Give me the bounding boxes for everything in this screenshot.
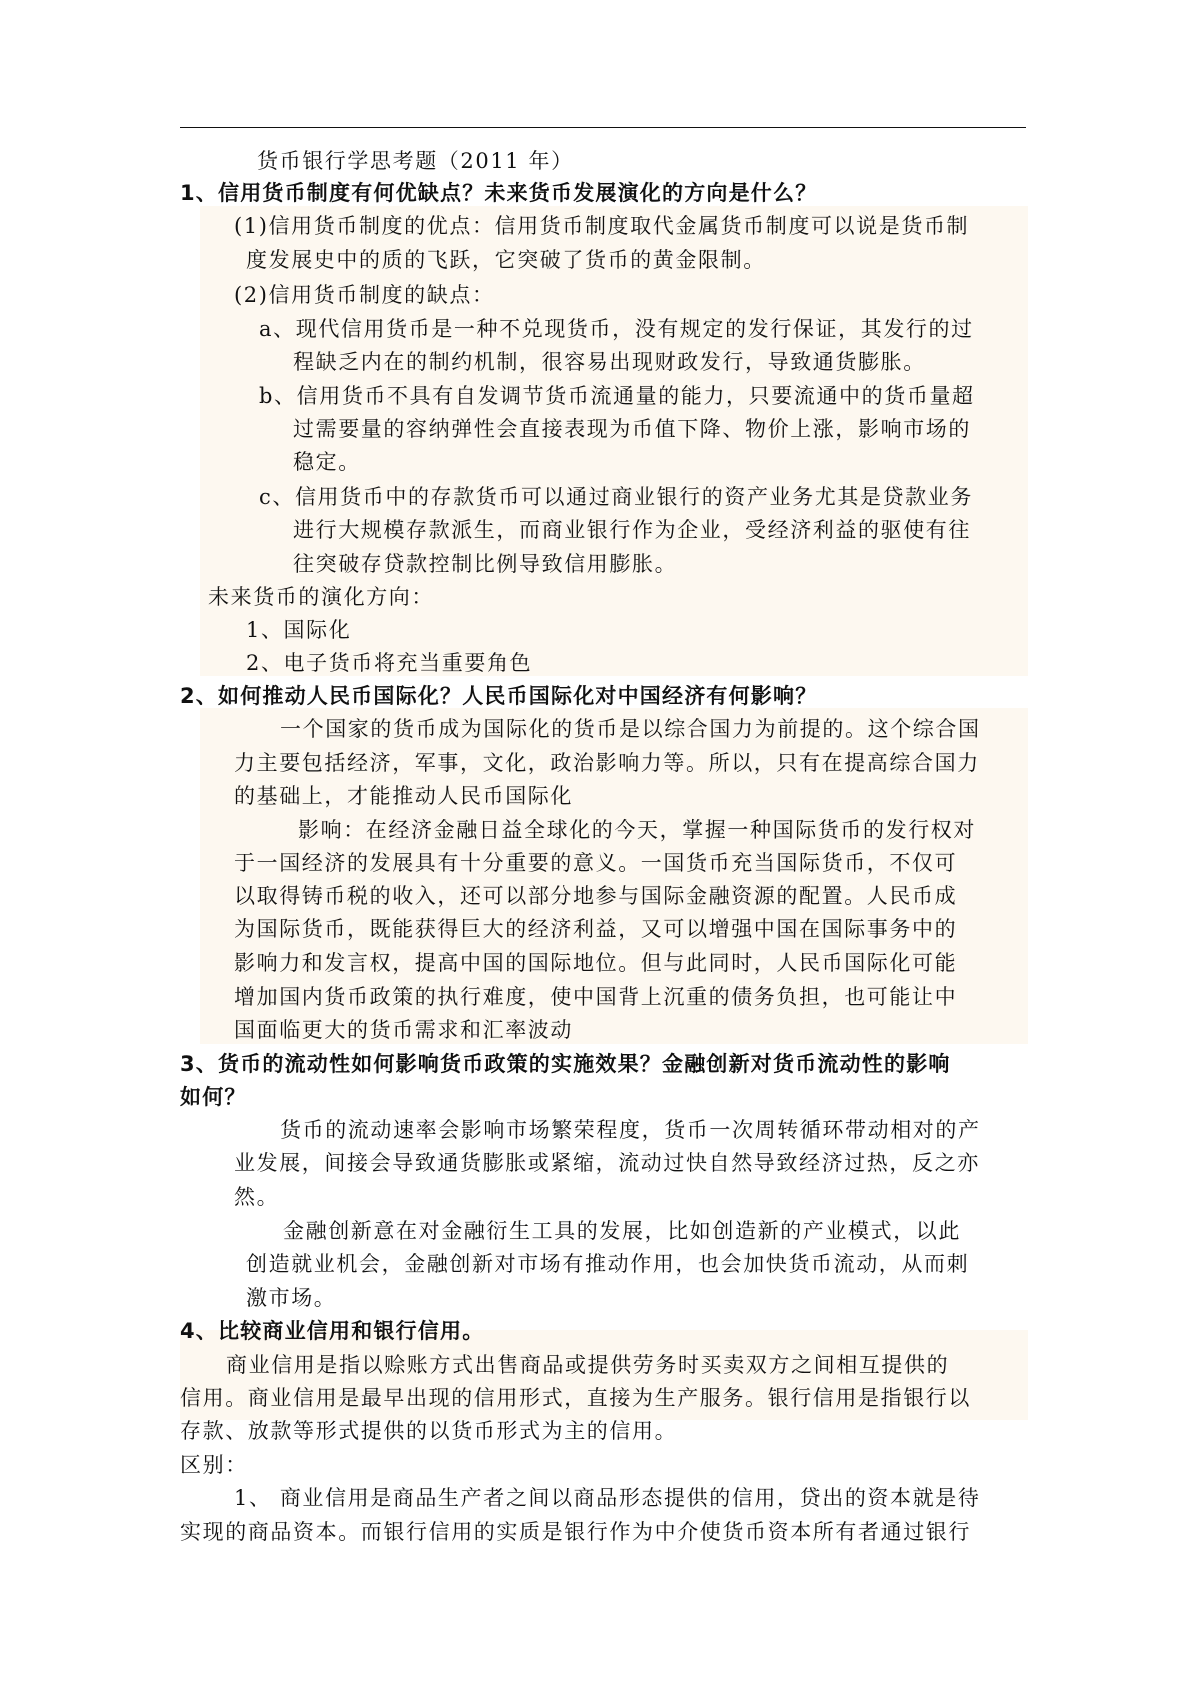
q3-heading-line2: 如何？ — [180, 1085, 247, 1109]
q1-a-line1: a、现代信用货币是一种不兑现货币，没有规定的发行保证，其发行的过 — [259, 317, 974, 341]
q2-p1-line3: 的基础上，才能推动人民币国际化 — [234, 784, 573, 808]
q3-p1-line3: 然。 — [234, 1185, 280, 1209]
q3-p1-line2: 业发展，间接会导致通货膨胀或紧缩，流动过快自然导致经济过热，反之亦 — [234, 1151, 980, 1175]
q1-heading: 1、信用货币制度有何优缺点？未来货币发展演化的方向是什么？ — [180, 181, 818, 205]
q1-dis-heading: (2)信用货币制度的缺点： — [234, 283, 495, 307]
q3-p2-line1: 金融创新意在对金融衍生工具的发展，比如创造新的产业模式，以此 — [283, 1219, 961, 1243]
q2-p2-line5: 影响力和发言权，提高中国的国际地位。但与此同时，人民币国际化可能 — [234, 951, 958, 975]
q3-p2-line2: 创造就业机会，金融创新对市场有推动作用，也会加快货币流动，从而刺 — [246, 1252, 970, 1276]
q4-d1-line1: 1、 商业信用是商品生产者之间以商品形态提供的信用，贷出的资本就是待 — [234, 1486, 981, 1510]
q1-adv-line2: 度发展史中的质的飞跃，它突破了货币的黄金限制。 — [246, 248, 766, 272]
q4-p1-line1: 商业信用是指以赊账方式出售商品或提供劳务时买卖双方之间相互提供的 — [226, 1353, 950, 1377]
q2-p2-line1: 影响：在经济金融日益全球化的今天，掌握一种国际货币的发行权对 — [298, 818, 976, 842]
q1-b-line3: 稳定。 — [293, 450, 361, 474]
q2-p1-line1: 一个国家的货币成为国际化的货币是以综合国力为前提的。这个综合国 — [280, 717, 981, 741]
q2-p1-line2: 力主要包括经济，军事，文化，政治影响力等。所以，只有在提高综合国力 — [234, 751, 980, 775]
q1-future-heading: 未来货币的演化方向： — [208, 585, 434, 609]
page-title: 货币银行学思考题（2011 年） — [257, 149, 574, 173]
q3-p1-line1: 货币的流动速率会影响市场繁荣程度，货币一次周转循环带动相对的产 — [280, 1118, 981, 1142]
q3-heading-line1: 3、货币的流动性如何影响货币政策的实施效果？金融创新对货币流动性的影响 — [180, 1052, 951, 1076]
q1-c-line2: 进行大规模存款派生，而商业银行作为企业，受经济利益的驱使有往 — [293, 518, 971, 542]
q1-b-line1: b、信用货币不具有自发调节货币流通量的能力，只要流通中的货币量超 — [259, 384, 975, 408]
q2-p2-line2: 于一国经济的发展具有十分重要的意义。一国货币充当国际货币，不仅可 — [234, 851, 958, 875]
q2-p2-line3: 以取得铸币税的收入，还可以部分地参与国际金融资源的配置。人民币成 — [234, 884, 958, 908]
q4-p1-line2: 信用。商业信用是最早出现的信用形式，直接为生产服务。银行信用是指银行以 — [180, 1386, 971, 1410]
q2-p2-line6: 增加国内货币政策的执行难度，使中国背上沉重的债务负担，也可能让中 — [234, 985, 958, 1009]
q4-d1-line2: 实现的商品资本。而银行信用的实质是银行作为中介使货币资本所有者通过银行 — [180, 1520, 971, 1544]
q1-future-item2: 2、电子货币将充当重要角色 — [246, 651, 533, 675]
q4-p1-line3: 存款、放款等形式提供的以货币形式为主的信用。 — [180, 1419, 678, 1443]
q1-future-item1: 1、国际化 — [246, 618, 352, 642]
q2-heading: 2、如何推动人民币国际化？人民币国际化对中国经济有何影响？ — [180, 684, 818, 708]
q2-p2-line4: 为国际货币，既能获得巨大的经济利益，又可以增强中国在国际事务中的 — [234, 917, 958, 941]
q1-b-line2: 过需要量的容纳弹性会直接表现为币值下降、物价上涨，影响市场的 — [293, 417, 971, 441]
q2-p2-line7: 国面临更大的货币需求和汇率波动 — [234, 1018, 573, 1042]
q1-c-line3: 往突破存贷款控制比例导致信用膨胀。 — [293, 552, 678, 576]
q1-a-line2: 程缺乏内在的制约机制，很容易出现财政发行，导致通货膨胀。 — [293, 350, 926, 374]
q4-heading: 4、比较商业信用和银行信用。 — [180, 1319, 485, 1343]
q1-adv-line1: (1)信用货币制度的优点：信用货币制度取代金属货币制度可以说是货币制 — [234, 214, 970, 238]
q3-p2-line3: 激市场。 — [246, 1286, 337, 1310]
header-rule — [180, 127, 1026, 128]
q1-c-line1: c、信用货币中的存款货币可以通过商业银行的资产业务尤其是贷款业务 — [259, 485, 973, 509]
q4-diff-heading: 区别： — [180, 1453, 248, 1477]
